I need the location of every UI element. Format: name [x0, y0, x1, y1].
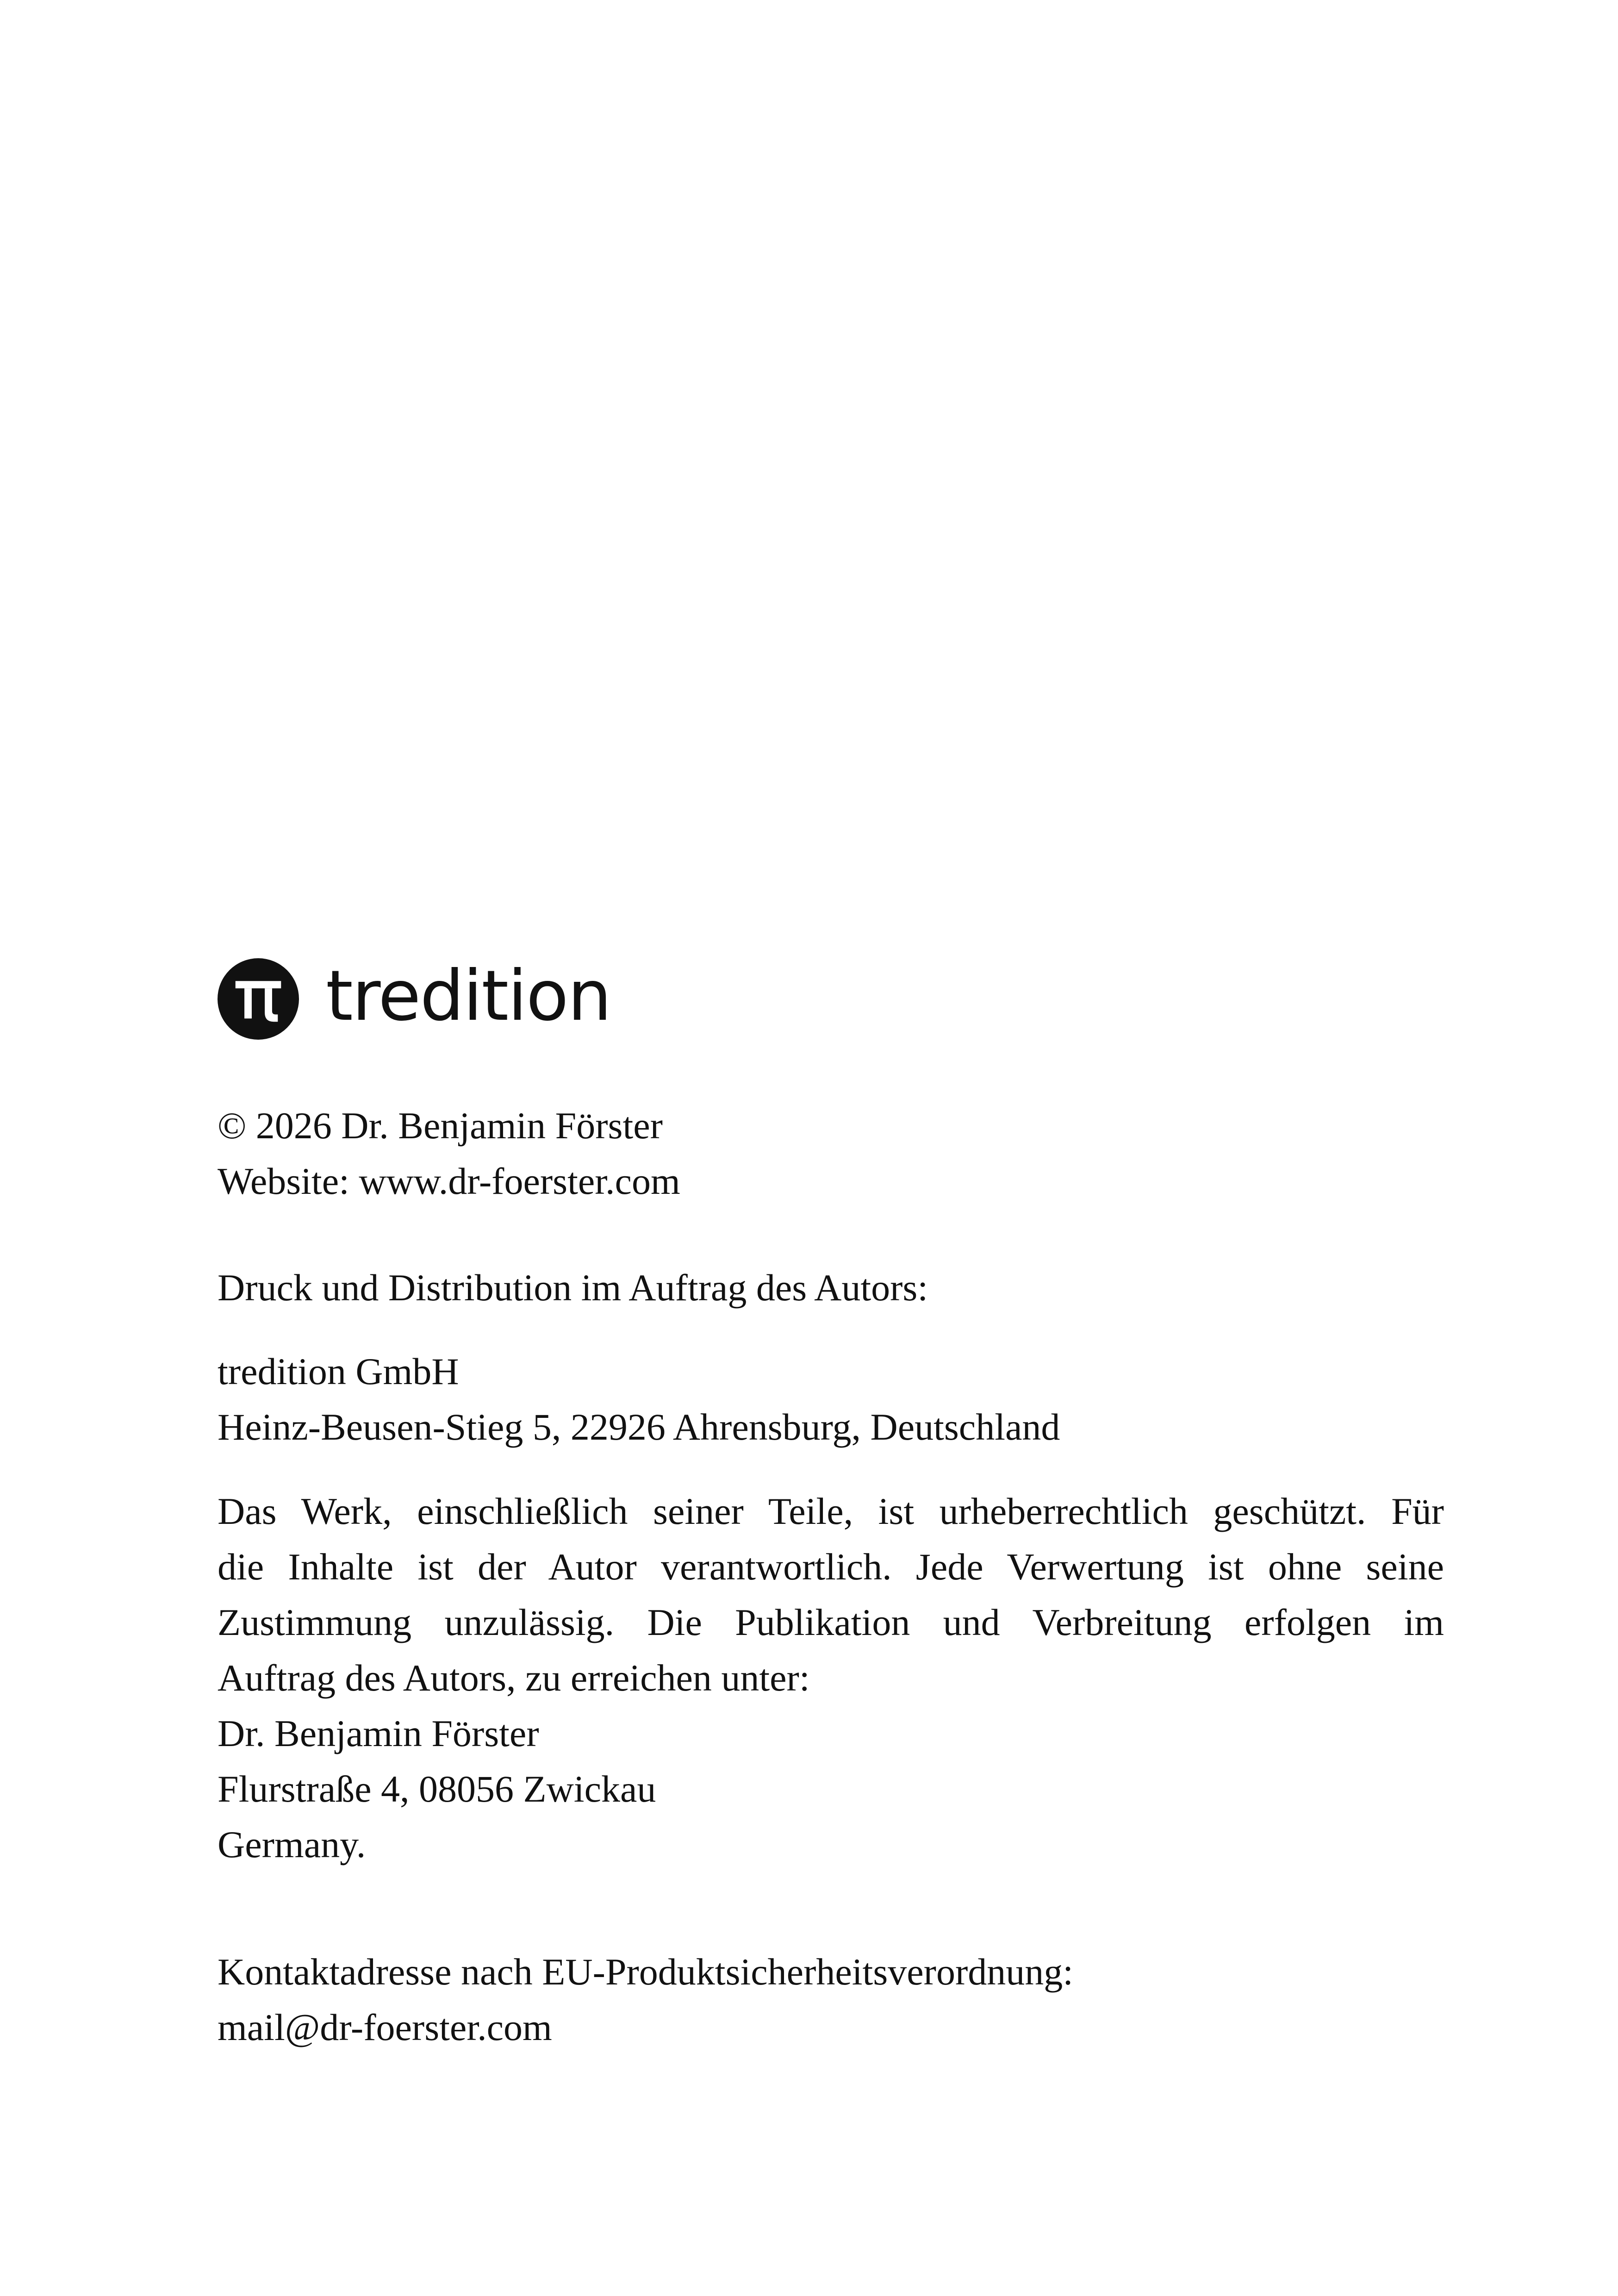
- copyright-line: © 2026 Dr. Benjamin Förster: [218, 1104, 663, 1147]
- author-street: Flurstraße 4, 08056 Zwickau: [218, 1768, 656, 1810]
- rights-notice-block: [218, 1484, 1444, 1872]
- logo-wordmark: tredition: [326, 956, 611, 1036]
- contact-email: mail@dr-foerster.com: [218, 2006, 552, 2048]
- rights-line: die Inhalte ist der Autor verantwortlich. Jede Verwertung ist ohne seine: [218, 1546, 1444, 1588]
- author-country: Germany.: [218, 1823, 366, 1866]
- publisher-name: tredition GmbH: [218, 1350, 459, 1392]
- contact-block: [218, 1944, 1444, 2055]
- print-distribution-line: Druck und Distribution im Auftrag des Autors:: [218, 1267, 928, 1309]
- tredition-logo-icon: [218, 958, 299, 1040]
- contact-label: Kontaktadresse nach EU-Produktsicherheitsverordnung:: [218, 1951, 1074, 1993]
- copyright-block: [218, 1098, 1444, 1209]
- tredition-logo: [218, 957, 611, 1041]
- publisher-block: [218, 1344, 1444, 1455]
- rights-line: Zustimmung unzulässig. Die Publikation und Verbreitung erfolgen im: [218, 1601, 1444, 1643]
- website-line: Website: www.dr-foerster.com: [218, 1160, 680, 1202]
- rights-line: Das Werk, einschließlich seiner Teile, ist urheberrechtlich geschützt. Für: [218, 1490, 1444, 1532]
- publisher-address: Heinz-Beusen-Stieg 5, 22926 Ahrensburg, Deutschland: [218, 1406, 1060, 1448]
- rights-line: Auftrag des Autors, zu erreichen unter:: [218, 1657, 810, 1699]
- print-distribution-block: [218, 1260, 1444, 1316]
- author-name: Dr. Benjamin Förster: [218, 1712, 539, 1754]
